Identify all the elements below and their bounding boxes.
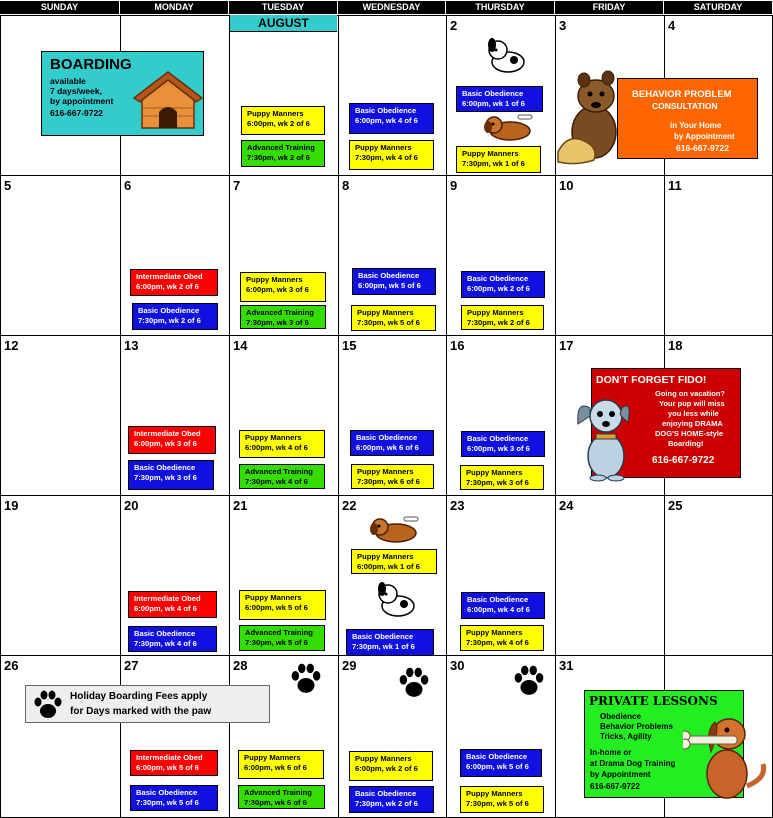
event-title: Intermediate Obed bbox=[134, 594, 201, 603]
event-thu3-basic[interactable] bbox=[456, 86, 543, 112]
private-item-1: Obedience bbox=[600, 712, 641, 721]
event-title: Puppy Manners bbox=[355, 754, 412, 763]
day-number-6: 6 bbox=[124, 178, 132, 193]
event-wed30-basic[interactable] bbox=[349, 786, 434, 813]
boarding-ad bbox=[41, 51, 204, 136]
event-time: 7:30pm, wk 4 of 6 bbox=[466, 638, 529, 647]
event-time: 7:30pm, wk 2 of 6 bbox=[355, 799, 418, 808]
sitting-dog-icon bbox=[572, 390, 632, 482]
private-line-3: by Appointment bbox=[590, 770, 651, 779]
event-wed16-puppy[interactable] bbox=[351, 464, 434, 489]
event-title: Puppy Manners bbox=[245, 593, 302, 602]
event-title: Basic Obedience bbox=[462, 89, 524, 98]
event-title: Puppy Manners bbox=[244, 753, 301, 762]
event-tue29-puppy[interactable] bbox=[238, 750, 324, 779]
event-title: Puppy Manners bbox=[357, 467, 414, 476]
dog-chewing-shoe-icon bbox=[556, 70, 626, 170]
event-mon21-int[interactable] bbox=[128, 591, 217, 618]
day-number-25: 25 bbox=[668, 498, 683, 513]
behavior-subtitle: CONSULTATION bbox=[652, 101, 718, 111]
day-number-2: 2 bbox=[450, 18, 458, 33]
event-thu31-puppy[interactable] bbox=[460, 786, 544, 813]
event-time: 6:00pm, wk 4 of 6 bbox=[245, 443, 308, 452]
event-time: 6:00pm, wk 6 of 6 bbox=[356, 443, 419, 452]
event-tue15-adv[interactable] bbox=[239, 464, 325, 489]
fido-line-4: enjoying DRAMA bbox=[662, 419, 723, 428]
behavior-line-2: by Appointment bbox=[674, 132, 735, 141]
event-title: Basic Obedience bbox=[355, 789, 417, 798]
dog-with-bone-icon bbox=[683, 708, 771, 804]
boarding-title: BOARDING bbox=[50, 56, 132, 73]
event-wed23-puppy[interactable] bbox=[351, 549, 437, 574]
event-time: 7:30pm, wk 2 of 6 bbox=[247, 153, 310, 162]
event-title: Puppy Manners bbox=[466, 628, 523, 637]
day-number-20: 20 bbox=[124, 498, 139, 513]
grid-vline bbox=[338, 15, 339, 818]
weekday-header-sunday: SUNDAY bbox=[0, 1, 119, 14]
fido-line-1: Going on vacation? bbox=[655, 389, 726, 398]
event-title: Puppy Manners bbox=[357, 552, 414, 561]
day-number-23: 23 bbox=[450, 498, 465, 513]
event-time: 7:30pm, wk 4 of 6 bbox=[245, 477, 308, 486]
white-dog-icon bbox=[484, 36, 530, 80]
weekday-header-saturday: SATURDAY bbox=[664, 1, 772, 14]
event-time: 7:30pm, wk 4 of 6 bbox=[134, 639, 197, 648]
boarding-line-1: available bbox=[50, 76, 86, 86]
event-thu17-basic[interactable] bbox=[461, 431, 545, 457]
event-title: Basic Obedience bbox=[467, 274, 529, 283]
event-title: Puppy Manners bbox=[247, 109, 304, 118]
event-time: 6:00pm, wk 2 of 6 bbox=[355, 764, 418, 773]
day-number-12: 12 bbox=[4, 338, 19, 353]
event-mon7-basic[interactable] bbox=[132, 303, 218, 330]
event-title: Intermediate Obed bbox=[136, 272, 203, 281]
doghouse-icon bbox=[132, 70, 204, 132]
event-tue8-puppy[interactable] bbox=[240, 272, 326, 302]
event-time: 6:00pm, wk 5 of 6 bbox=[136, 763, 199, 772]
event-time: 6:00pm, wk 1 of 6 bbox=[357, 562, 420, 571]
event-time: 7:30pm, wk 3 of 6 bbox=[134, 473, 197, 482]
boarding-phone: 616-667-9722 bbox=[50, 108, 103, 118]
white-dog-icon bbox=[374, 580, 420, 624]
day-number-27: 27 bbox=[124, 658, 139, 673]
event-tue1-puppy[interactable] bbox=[241, 106, 325, 135]
grid-hline bbox=[0, 335, 773, 336]
weekday-header-monday: MONDAY bbox=[120, 1, 228, 14]
day-number-9: 9 bbox=[450, 178, 458, 193]
weekday-header-thursday: THURSDAY bbox=[446, 1, 554, 14]
event-tue8-adv[interactable] bbox=[240, 305, 326, 329]
month-label: AUGUST bbox=[230, 15, 337, 32]
day-number-14: 14 bbox=[233, 338, 248, 353]
event-mon7-int[interactable] bbox=[130, 269, 218, 296]
boarding-line-3: by appointment bbox=[50, 96, 114, 106]
event-time: 7:30pm, wk 2 of 6 bbox=[138, 316, 201, 325]
event-title: Basic Obedience bbox=[355, 106, 417, 115]
event-time: 6:00pm, wk 6 of 6 bbox=[244, 763, 307, 772]
holiday-line-2: for Days marked with the paw bbox=[70, 706, 212, 717]
paw-icon bbox=[512, 664, 546, 702]
event-tue29-adv[interactable] bbox=[238, 785, 325, 809]
event-title: Basic Obedience bbox=[352, 632, 414, 641]
event-wed16-basic[interactable] bbox=[350, 430, 434, 456]
fido-line-2: Your pup will miss bbox=[659, 399, 725, 408]
day-number-18: 18 bbox=[668, 338, 683, 353]
event-mon14-basic[interactable] bbox=[128, 460, 214, 490]
event-tue22-adv[interactable] bbox=[239, 625, 325, 651]
event-title: Intermediate Obed bbox=[134, 429, 201, 438]
event-time: 7:30pm, wk 6 of 6 bbox=[244, 798, 307, 807]
event-thu3-puppy[interactable] bbox=[456, 146, 541, 173]
event-title: Basic Obedience bbox=[467, 434, 529, 443]
day-number-3: 3 bbox=[559, 18, 567, 33]
event-time: 6:00pm, wk 2 of 6 bbox=[247, 119, 310, 128]
event-mon28-basic[interactable] bbox=[130, 785, 218, 811]
day-number-29: 29 bbox=[342, 658, 357, 673]
event-title: Puppy Manners bbox=[355, 143, 412, 152]
event-mon21-basic[interactable] bbox=[128, 626, 217, 652]
day-number-17: 17 bbox=[559, 338, 574, 353]
event-wed9-puppy[interactable] bbox=[351, 305, 436, 331]
event-tue22-puppy[interactable] bbox=[239, 590, 326, 620]
event-wed30-puppy[interactable] bbox=[349, 751, 433, 781]
event-title: Puppy Manners bbox=[462, 149, 519, 158]
event-thu10-puppy[interactable] bbox=[461, 305, 544, 330]
event-title: Basic Obedience bbox=[134, 463, 196, 472]
event-time: 7:30pm, wk 3 of 6 bbox=[246, 318, 309, 327]
paw-icon bbox=[289, 662, 323, 700]
event-title: Puppy Manners bbox=[466, 468, 523, 477]
event-time: 6:00pm, wk 4 of 6 bbox=[134, 604, 197, 613]
event-title: Advanced Training bbox=[247, 143, 315, 152]
paw-icon bbox=[397, 666, 431, 704]
event-time: 6:00pm, wk 1 of 6 bbox=[462, 99, 525, 108]
event-time: 7:30pm, wk 5 of 6 bbox=[136, 798, 199, 807]
day-number-13: 13 bbox=[124, 338, 139, 353]
event-title: Puppy Manners bbox=[466, 789, 523, 798]
fido-phone: 616-667-9722 bbox=[652, 455, 715, 466]
event-time: 6:00pm, wk 5 of 6 bbox=[245, 603, 308, 612]
event-time: 7:30pm, wk 5 of 6 bbox=[466, 799, 529, 808]
day-number-31: 31 bbox=[559, 658, 574, 673]
event-time: 6:00pm, wk 3 of 6 bbox=[467, 444, 530, 453]
fido-line-3: you less while bbox=[668, 409, 719, 418]
event-title: Basic Obedience bbox=[466, 752, 528, 761]
weekday-header-tuesday: TUESDAY bbox=[229, 1, 337, 14]
day-number-21: 21 bbox=[233, 498, 248, 513]
event-title: Basic Obedience bbox=[358, 271, 420, 280]
holiday-note bbox=[25, 685, 270, 723]
behavior-line-1: in Your Home bbox=[670, 121, 722, 130]
event-title: Advanced Training bbox=[245, 467, 313, 476]
event-title: Basic Obedience bbox=[138, 306, 200, 315]
event-wed2-puppy[interactable] bbox=[349, 140, 434, 170]
weekday-header-wednesday: WEDNESDAY bbox=[338, 1, 445, 14]
paw-icon bbox=[32, 689, 64, 721]
day-number-8: 8 bbox=[342, 178, 350, 193]
event-title: Basic Obedience bbox=[356, 433, 418, 442]
private-phone: 616-667-9722 bbox=[590, 782, 640, 791]
day-number-11: 11 bbox=[668, 178, 682, 193]
event-time: 7:30pm, wk 5 of 6 bbox=[245, 638, 308, 647]
event-time: 7:30pm, wk 3 of 6 bbox=[466, 478, 529, 487]
event-tue15-puppy[interactable] bbox=[239, 430, 325, 458]
grid-vline bbox=[0, 15, 1, 818]
event-title: Puppy Manners bbox=[357, 308, 414, 317]
event-time: 7:30pm, wk 6 of 6 bbox=[357, 477, 420, 486]
event-title: Basic Obedience bbox=[134, 629, 196, 638]
event-title: Basic Obedience bbox=[467, 595, 529, 604]
day-number-4: 4 bbox=[668, 18, 676, 33]
day-number-30: 30 bbox=[450, 658, 465, 673]
event-title: Basic Obedience bbox=[136, 788, 198, 797]
private-line-1: In-home or bbox=[590, 748, 632, 757]
event-wed23-basic[interactable] bbox=[346, 629, 434, 656]
day-number-10: 10 bbox=[559, 178, 574, 193]
day-number-7: 7 bbox=[233, 178, 241, 193]
weekday-header-friday: FRIDAY bbox=[555, 1, 663, 14]
day-number-26: 26 bbox=[4, 658, 19, 673]
grid-hline bbox=[0, 15, 773, 16]
event-time: 6:00pm, wk 5 of 6 bbox=[358, 281, 421, 290]
event-tue1-adv[interactable] bbox=[241, 140, 325, 167]
event-thu31-basic[interactable] bbox=[460, 749, 542, 777]
day-number-16: 16 bbox=[450, 338, 465, 353]
event-title: Puppy Manners bbox=[467, 308, 524, 317]
event-time: 6:00pm, wk 2 of 6 bbox=[467, 284, 530, 293]
event-time: 6:00pm, wk 4 of 6 bbox=[355, 116, 418, 125]
brown-dog-icon bbox=[480, 113, 536, 147]
event-time: 6:00pm, wk 3 of 6 bbox=[246, 285, 309, 294]
event-title: Advanced Training bbox=[246, 308, 314, 317]
event-title: Puppy Manners bbox=[246, 275, 303, 284]
grid-hline bbox=[0, 175, 773, 176]
boarding-line-2: 7 days/week, bbox=[50, 86, 102, 96]
event-title: Advanced Training bbox=[245, 628, 313, 637]
event-time: 6:00pm, wk 3 of 6 bbox=[134, 439, 197, 448]
event-wed9-basic[interactable] bbox=[352, 268, 436, 295]
event-thu10-basic[interactable] bbox=[461, 271, 545, 298]
fido-line-6: Boarding! bbox=[668, 439, 704, 448]
holiday-line-1: Holiday Boarding Fees apply bbox=[70, 691, 208, 702]
event-time: 6:00pm, wk 2 of 6 bbox=[136, 282, 199, 291]
fido-line-5: DOG'S HOME-style bbox=[655, 429, 724, 438]
event-time: 7:30pm, wk 4 of 6 bbox=[355, 153, 418, 162]
brown-dog-icon bbox=[366, 515, 422, 549]
day-number-19: 19 bbox=[4, 498, 19, 513]
event-title: Puppy Manners bbox=[245, 433, 302, 442]
event-time: 7:30pm, wk 1 of 6 bbox=[352, 642, 415, 651]
private-title: PRIVATE LESSONS bbox=[589, 694, 718, 708]
day-number-24: 24 bbox=[559, 498, 574, 513]
event-title: Advanced Training bbox=[244, 788, 312, 797]
day-number-15: 15 bbox=[342, 338, 357, 353]
grid-hline bbox=[0, 495, 773, 496]
event-wed2-basic[interactable] bbox=[349, 103, 434, 134]
event-mon14-int[interactable] bbox=[128, 426, 216, 454]
event-time: 7:30pm, wk 5 of 6 bbox=[357, 318, 420, 327]
fido-title: DON'T FORGET FIDO! bbox=[596, 374, 707, 386]
event-time: 6:00pm, wk 5 of 6 bbox=[466, 762, 529, 771]
day-number-5: 5 bbox=[4, 178, 12, 193]
behavior-ad bbox=[617, 78, 758, 159]
event-time: 7:30pm, wk 1 of 6 bbox=[462, 159, 525, 168]
event-time: 7:30pm, wk 2 of 6 bbox=[467, 318, 530, 327]
day-number-28: 28 bbox=[233, 658, 248, 673]
event-thu24-basic[interactable] bbox=[461, 592, 545, 619]
event-time: 6:00pm, wk 4 of 6 bbox=[467, 605, 530, 614]
event-title: Intermediate Obed bbox=[136, 753, 203, 762]
day-number-22: 22 bbox=[342, 498, 357, 513]
event-mon28-int[interactable] bbox=[130, 750, 218, 776]
event-thu17-puppy[interactable] bbox=[460, 465, 544, 490]
behavior-title: BEHAVIOR PROBLEM bbox=[632, 89, 732, 100]
event-thu24-puppy[interactable] bbox=[460, 625, 544, 651]
private-item-2: Behavior Problems bbox=[600, 722, 673, 731]
private-line-2: at Drama Dog Training bbox=[590, 759, 676, 768]
grid-vline bbox=[446, 15, 447, 818]
behavior-phone: 616-667-9722 bbox=[676, 143, 729, 153]
private-item-3: Tricks, Agility bbox=[600, 732, 652, 741]
